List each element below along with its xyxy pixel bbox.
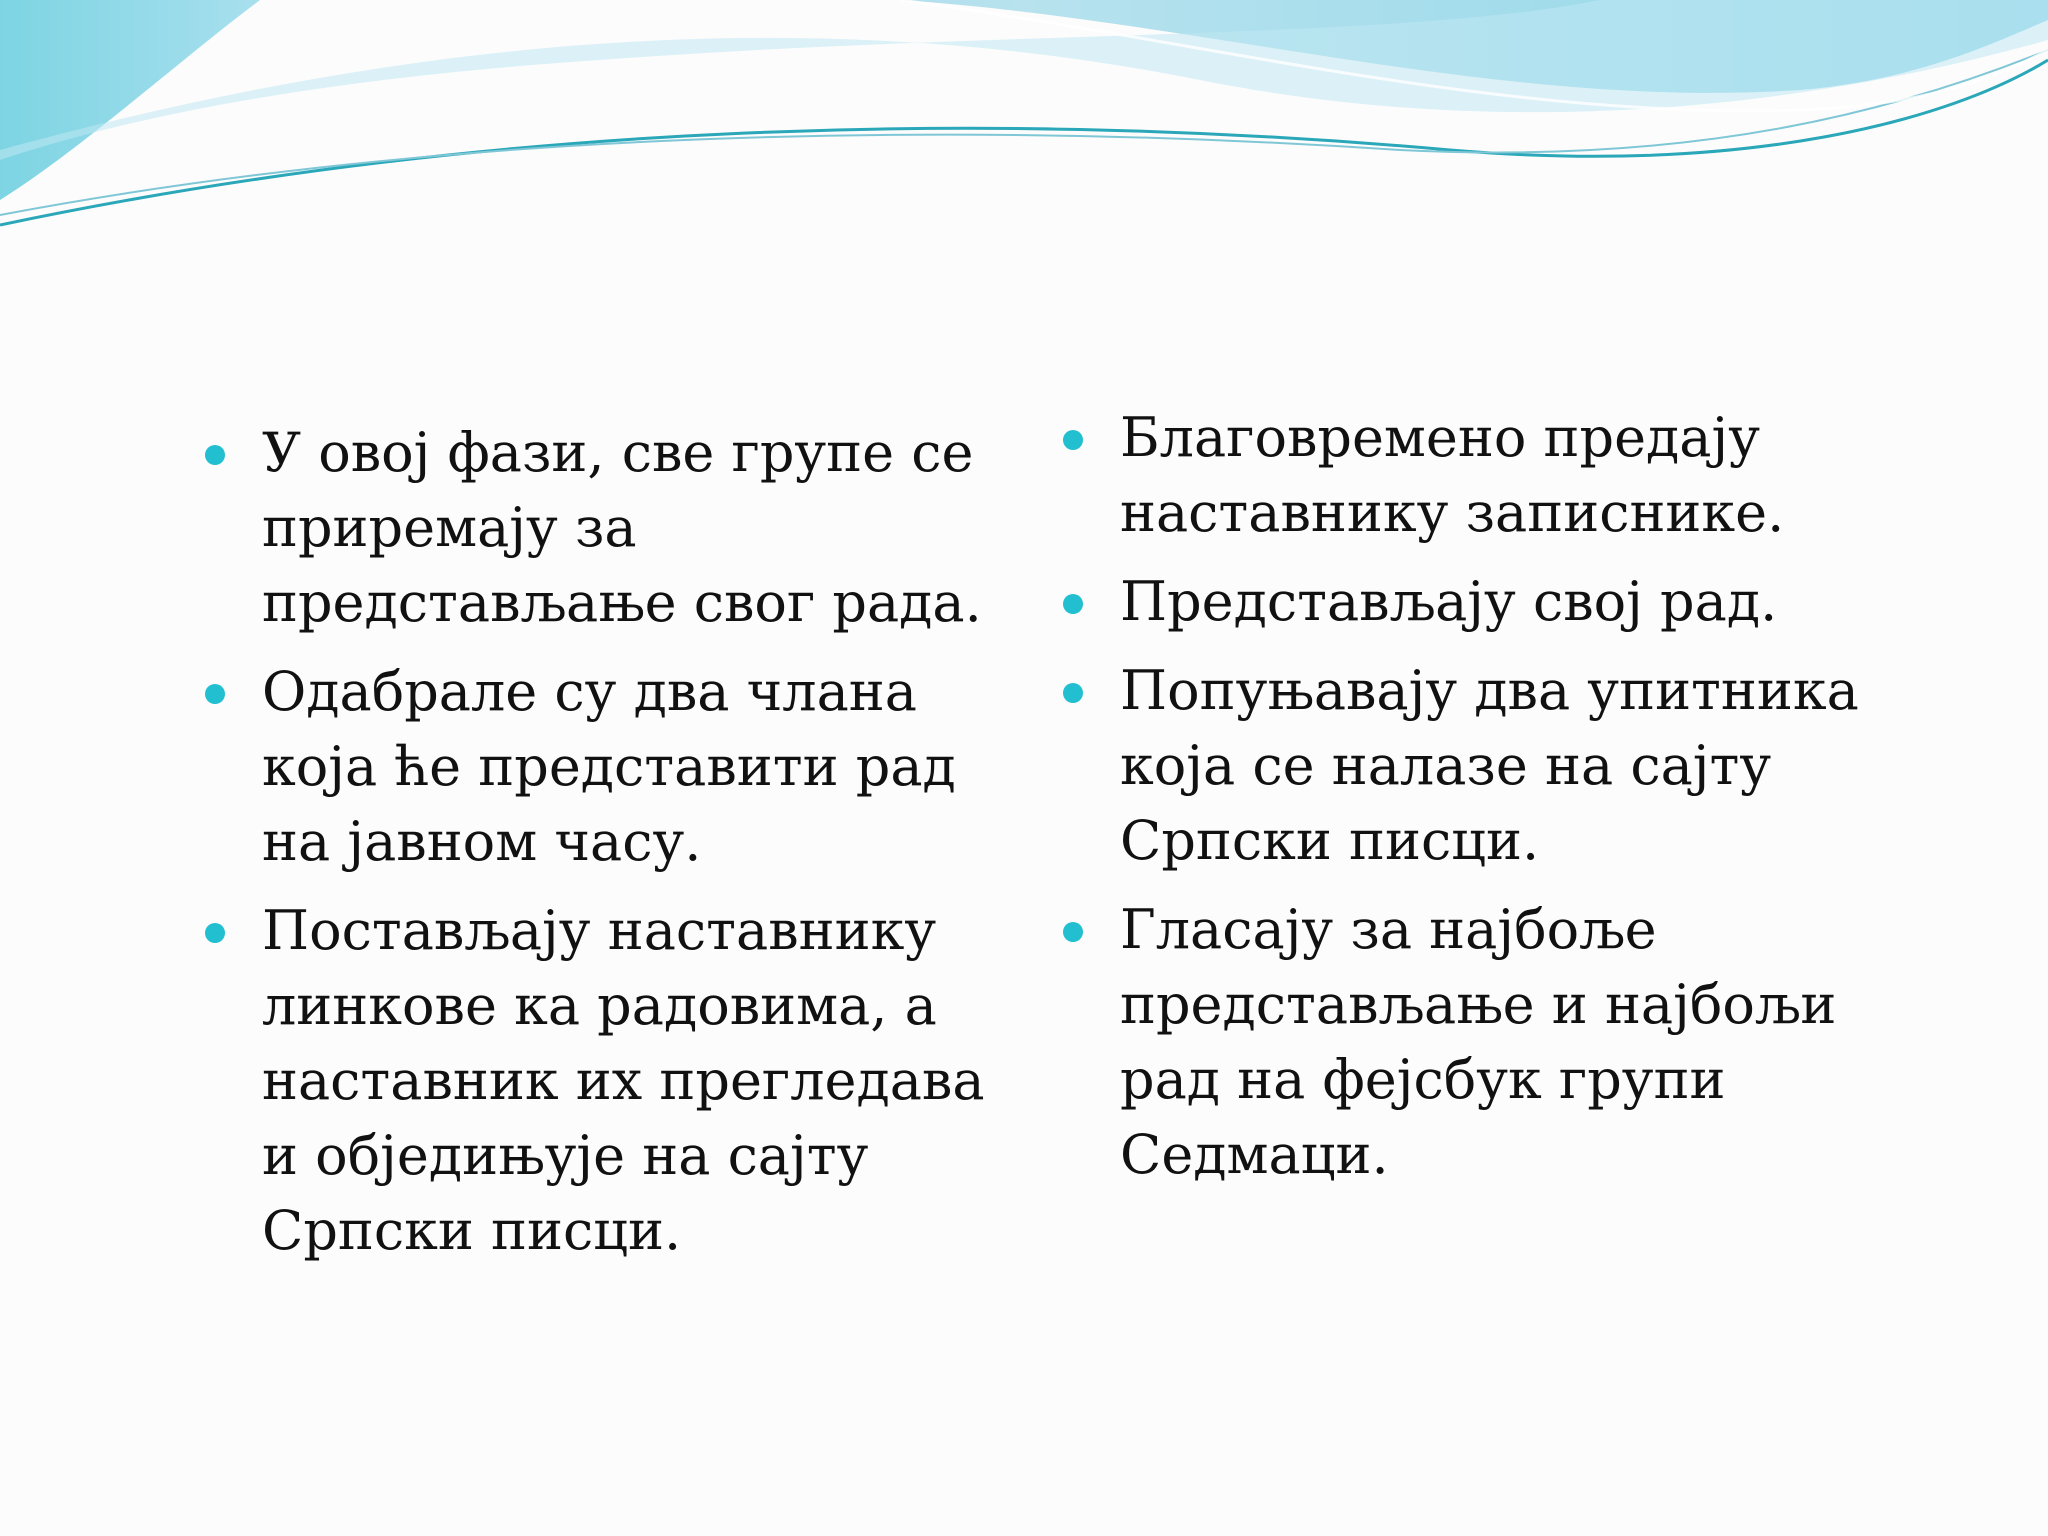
bullet-text-line: У овој фази, све групе се — [262, 421, 974, 484]
bullet-text-line: Постављају наставнику — [262, 899, 937, 962]
bullet-dot-icon — [205, 684, 225, 704]
bullet-text-line: Благовремено предају — [1120, 406, 1761, 469]
bullet-text-line: и обједињује на сајту — [262, 1124, 869, 1187]
bullet-dot-icon — [205, 445, 225, 465]
bullet-item — [200, 893, 1000, 1268]
bullet-text-line: рад на фејсбук групи — [1120, 1048, 1726, 1111]
right-bullet-list — [1058, 400, 1958, 1206]
bullet-item — [1058, 564, 1958, 639]
header-wave-decoration — [0, 0, 2048, 240]
bullet-item — [1058, 653, 1958, 878]
bullet-text-line: која ће представити рад — [262, 735, 956, 798]
bullet-dot-icon — [205, 923, 225, 943]
bullet-item — [1058, 400, 1958, 550]
bullet-text-line: Представљају свој рад. — [1120, 570, 1778, 633]
bullet-text-line: Српски писци. — [1120, 809, 1540, 872]
bullet-text-line: наставник их прегледава — [262, 1049, 985, 1112]
bullet-item — [200, 654, 1000, 879]
bullet-text-line: Гласају за најбоље — [1120, 898, 1657, 961]
bullet-text-line: Седмаци. — [1120, 1123, 1389, 1186]
bullet-text-line: наставнику записнике. — [1120, 481, 1785, 544]
bullet-text-line: приремају за — [262, 496, 637, 559]
left-bullet-list — [200, 415, 1000, 1282]
bullet-text-line: Српски писци. — [262, 1199, 682, 1262]
bullet-text-line: линкове ка радовима, а — [262, 974, 937, 1037]
bullet-text-line: Попуњавају два упитника — [1120, 659, 1859, 722]
bullet-text-line: представљање и најбољи — [1120, 973, 1837, 1036]
bullet-text-line: на јавном часу. — [262, 810, 702, 873]
bullet-dot-icon — [1063, 683, 1083, 703]
bullet-dot-icon — [1063, 594, 1083, 614]
bullet-text-line: представљање свог рада. — [262, 571, 982, 634]
bullet-text-line: која се налазе на сајту — [1120, 734, 1772, 797]
bullet-item — [200, 415, 1000, 640]
bullet-text-line: Одабрале су два члана — [262, 660, 917, 723]
bullet-dot-icon — [1063, 430, 1083, 450]
bullet-item — [1058, 892, 1958, 1192]
bullet-dot-icon — [1063, 922, 1083, 942]
